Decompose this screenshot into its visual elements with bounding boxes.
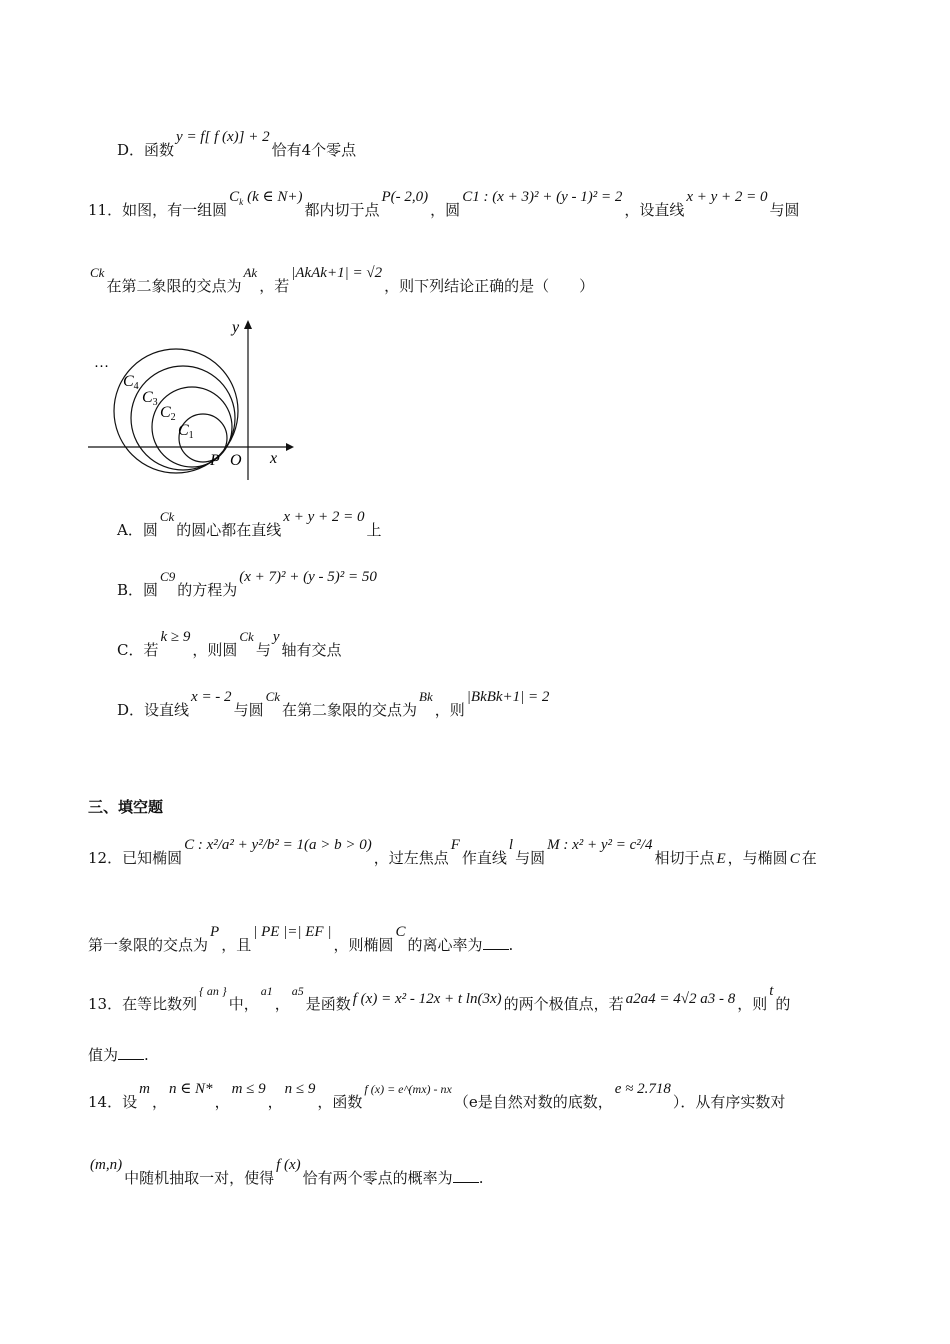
q11-circle-figure [86, 315, 296, 485]
q12-F: F [450, 837, 460, 853]
opt-d-pre: D．设直线 [117, 701, 190, 719]
q11-condition: |AkAk+1| = √2 [291, 265, 383, 281]
q12-d: 与圆 [515, 849, 546, 867]
fig-c3-label [142, 389, 158, 408]
q12-e: 相切于点 [654, 849, 715, 867]
opt-b-f2: (x + 7)² + (y - 5)² = 50 [239, 569, 377, 585]
q11-line2-ck: Ck [90, 265, 105, 280]
q13-seq: { an } [199, 984, 227, 998]
opt-c-post: 轴有交点 [281, 641, 342, 659]
q12-l: l [508, 837, 514, 853]
opt-b-f1: C9 [160, 569, 176, 584]
q14-pair: (m,n) [90, 1157, 123, 1173]
c1-sub: 1 [188, 430, 194, 441]
fig-y-label: y [232, 319, 240, 336]
q11-stem-c: ，圆 [430, 201, 461, 219]
q13-line1 [88, 983, 791, 1015]
q13-line2 [88, 1045, 149, 1065]
q13-t: t [769, 983, 774, 999]
q12-c: 作直线 [461, 849, 507, 867]
q12-a: 12．已知椭圆 [88, 849, 183, 867]
q11-line-equation: x + y + 2 = 0 [686, 189, 768, 205]
q11-k-in: (k ∈ N+) [247, 189, 303, 205]
q14-c1: ， [151, 1093, 167, 1111]
q14-line2b: 恰有两个零点的概率为 [302, 1169, 453, 1187]
opt-a-post: 上 [366, 521, 382, 539]
opt-d-mid3: ，则 [434, 701, 465, 719]
opt-d-mid: 与圆 [233, 701, 264, 719]
c2-name: C [160, 404, 171, 421]
opt-c-pre: C．若 [117, 641, 159, 659]
q11-ck-sub: k [239, 197, 244, 207]
q10-d-prefix: D．函数 [117, 141, 175, 159]
q13-e: 的两个极值点，若 [503, 995, 624, 1013]
q12-b: ，过左焦点 [373, 849, 449, 867]
x-axis-arrow [286, 443, 294, 451]
fig-o-label: O [230, 452, 242, 469]
q10-d-suffix: 恰有4个零点 [271, 141, 357, 159]
fig-p-label: P [210, 452, 220, 469]
q12-C: C [789, 851, 800, 867]
c3-sub: 3 [152, 397, 158, 408]
q14-end: . [478, 1169, 484, 1187]
q11-stem-b: 都内切于点 [304, 201, 380, 219]
q11-c1-equation: C1 : (x + 3)² + (y - 1)² = 2 [462, 189, 623, 205]
q11-option-c [117, 629, 342, 661]
fig-c1-label [178, 422, 194, 441]
q12-f: ，与椭圆 [727, 849, 788, 867]
q14-c2: ， [214, 1093, 230, 1111]
q13-a1: a1 [260, 984, 273, 998]
q12-ellipse: C : x²/a² + y²/b² = 1(a > b > 0) [184, 837, 372, 853]
q12-line1 [88, 837, 817, 869]
q14-m: m [139, 1081, 150, 1097]
q11-stem-line1 [88, 189, 800, 226]
q11-point-p: P(- 2,0) [381, 189, 429, 205]
opt-a-f2: x + y + 2 = 0 [283, 509, 365, 525]
q12-answer-blank [483, 935, 509, 950]
q14-n-in: n ∈ N* [168, 1081, 213, 1097]
opt-d-f2: Ck [265, 689, 281, 704]
q11-stem-d: ，设直线 [624, 201, 685, 219]
fig-ellipsis: … [94, 355, 109, 371]
opt-c-f1: k ≥ 9 [160, 629, 191, 645]
q14-c3: ， [267, 1093, 283, 1111]
q14-line1 [88, 1081, 786, 1113]
c3-name: C [142, 389, 153, 406]
q13-a5: a5 [291, 984, 304, 998]
opt-d-mid2: 在第二象限的交点为 [282, 701, 418, 719]
c4-name: C [123, 373, 134, 390]
q12-condition: | PE |=| EF | [253, 924, 332, 940]
q13-g: 的 [775, 995, 791, 1013]
q13-a: 13．在等比数列 [88, 995, 198, 1013]
c4-sub: 4 [133, 381, 139, 392]
q14-m-le: m ≤ 9 [231, 1081, 266, 1097]
q13-answer-blank [118, 1045, 144, 1060]
q12-C2: C [395, 924, 406, 940]
q11-stem-line2 [88, 265, 595, 297]
q12-g: 在 [801, 849, 817, 867]
opt-a-pre: A．圆 [117, 521, 158, 539]
q11-ak: Ak [243, 265, 258, 280]
fig-x-label: x [270, 450, 278, 467]
q14-line2 [88, 1157, 484, 1189]
q13-c: ， [274, 995, 290, 1013]
q14-d: ）．从有序实数对 [672, 1093, 786, 1111]
q10-option-d [117, 129, 357, 161]
q11-ck [229, 189, 243, 205]
opt-d-f4: |BkBk+1| = 2 [466, 689, 550, 705]
q12-circle: M : x² + y² = c²/4 [547, 837, 653, 853]
q13-condition: a2a4 = 4√2 a3 - 8 [625, 991, 736, 1007]
q12-line2b: ，且 [221, 936, 252, 954]
fig-c2-label [160, 404, 176, 423]
q14-a: 14．设 [88, 1093, 138, 1111]
q12-line2a: 第一象限的交点为 [88, 936, 209, 954]
q11-line2-b: ，若 [259, 277, 290, 295]
opt-c-mid2: 与 [255, 641, 271, 659]
q11-line2-a: 在第二象限的交点为 [106, 277, 242, 295]
opt-b-mid: 的方程为 [177, 581, 238, 599]
q13-line2: 值为 [88, 1046, 119, 1064]
q14-e-val: e ≈ 2.718 [614, 1081, 671, 1097]
q14-answer-blank [453, 1168, 479, 1183]
q14-line2a: 中随机抽取一对，使得 [124, 1169, 275, 1187]
q12-E: E [716, 851, 726, 867]
q12-end: . [508, 936, 514, 954]
q14-b: ，函数 [317, 1093, 363, 1111]
q14-c: （e是自然对数的底数， [453, 1093, 613, 1111]
q12-line2c: ，则椭圆 [333, 936, 394, 954]
q14-func: f (x) = e^(mx) - nx [364, 1082, 452, 1096]
c1-name: C [178, 422, 189, 439]
y-axis-arrow [244, 320, 252, 329]
opt-d-f1: x = - 2 [191, 689, 232, 705]
opt-c-f2: Ck [239, 629, 254, 644]
q11-option-d [117, 689, 551, 721]
q13-f: ，则 [737, 995, 768, 1013]
q13-func: f (x) = x² - 12x + t ln(3x) [352, 991, 502, 1007]
q10-d-formula: y = f[ f (x)] + 2 [176, 129, 270, 145]
q12-P: P [210, 924, 220, 940]
opt-c-mid: ，则圆 [192, 641, 238, 659]
q14-fx: f (x) [276, 1157, 301, 1173]
section3-title: 三、填空题 [88, 798, 164, 816]
q12-line2d: 的离心率为 [407, 936, 483, 954]
q12-line2 [88, 924, 514, 956]
opt-d-f3: Bk [419, 689, 433, 704]
q11-line2-c: ，则下列结论正确的是（ ） [384, 277, 595, 295]
q13-d: 是函数 [305, 995, 351, 1013]
opt-c-f3: y [272, 629, 280, 645]
fig-c4-label [123, 373, 139, 392]
q14-n-le: n ≤ 9 [284, 1081, 316, 1097]
q11-option-b [117, 569, 379, 601]
q11-stem-a: 11．如图，有一组圆 [88, 201, 228, 219]
c2-sub: 2 [170, 412, 176, 423]
q13-b: 中， [228, 995, 259, 1013]
q11-stem-e: 与圆 [769, 201, 800, 219]
q11-ck-name: C [229, 189, 240, 205]
opt-a-f1: Ck [159, 509, 175, 524]
opt-b-pre: B．圆 [117, 581, 159, 599]
q13-end: . [144, 1046, 149, 1064]
q11-option-a [117, 509, 382, 541]
opt-a-mid: 的圆心都在直线 [176, 521, 282, 539]
